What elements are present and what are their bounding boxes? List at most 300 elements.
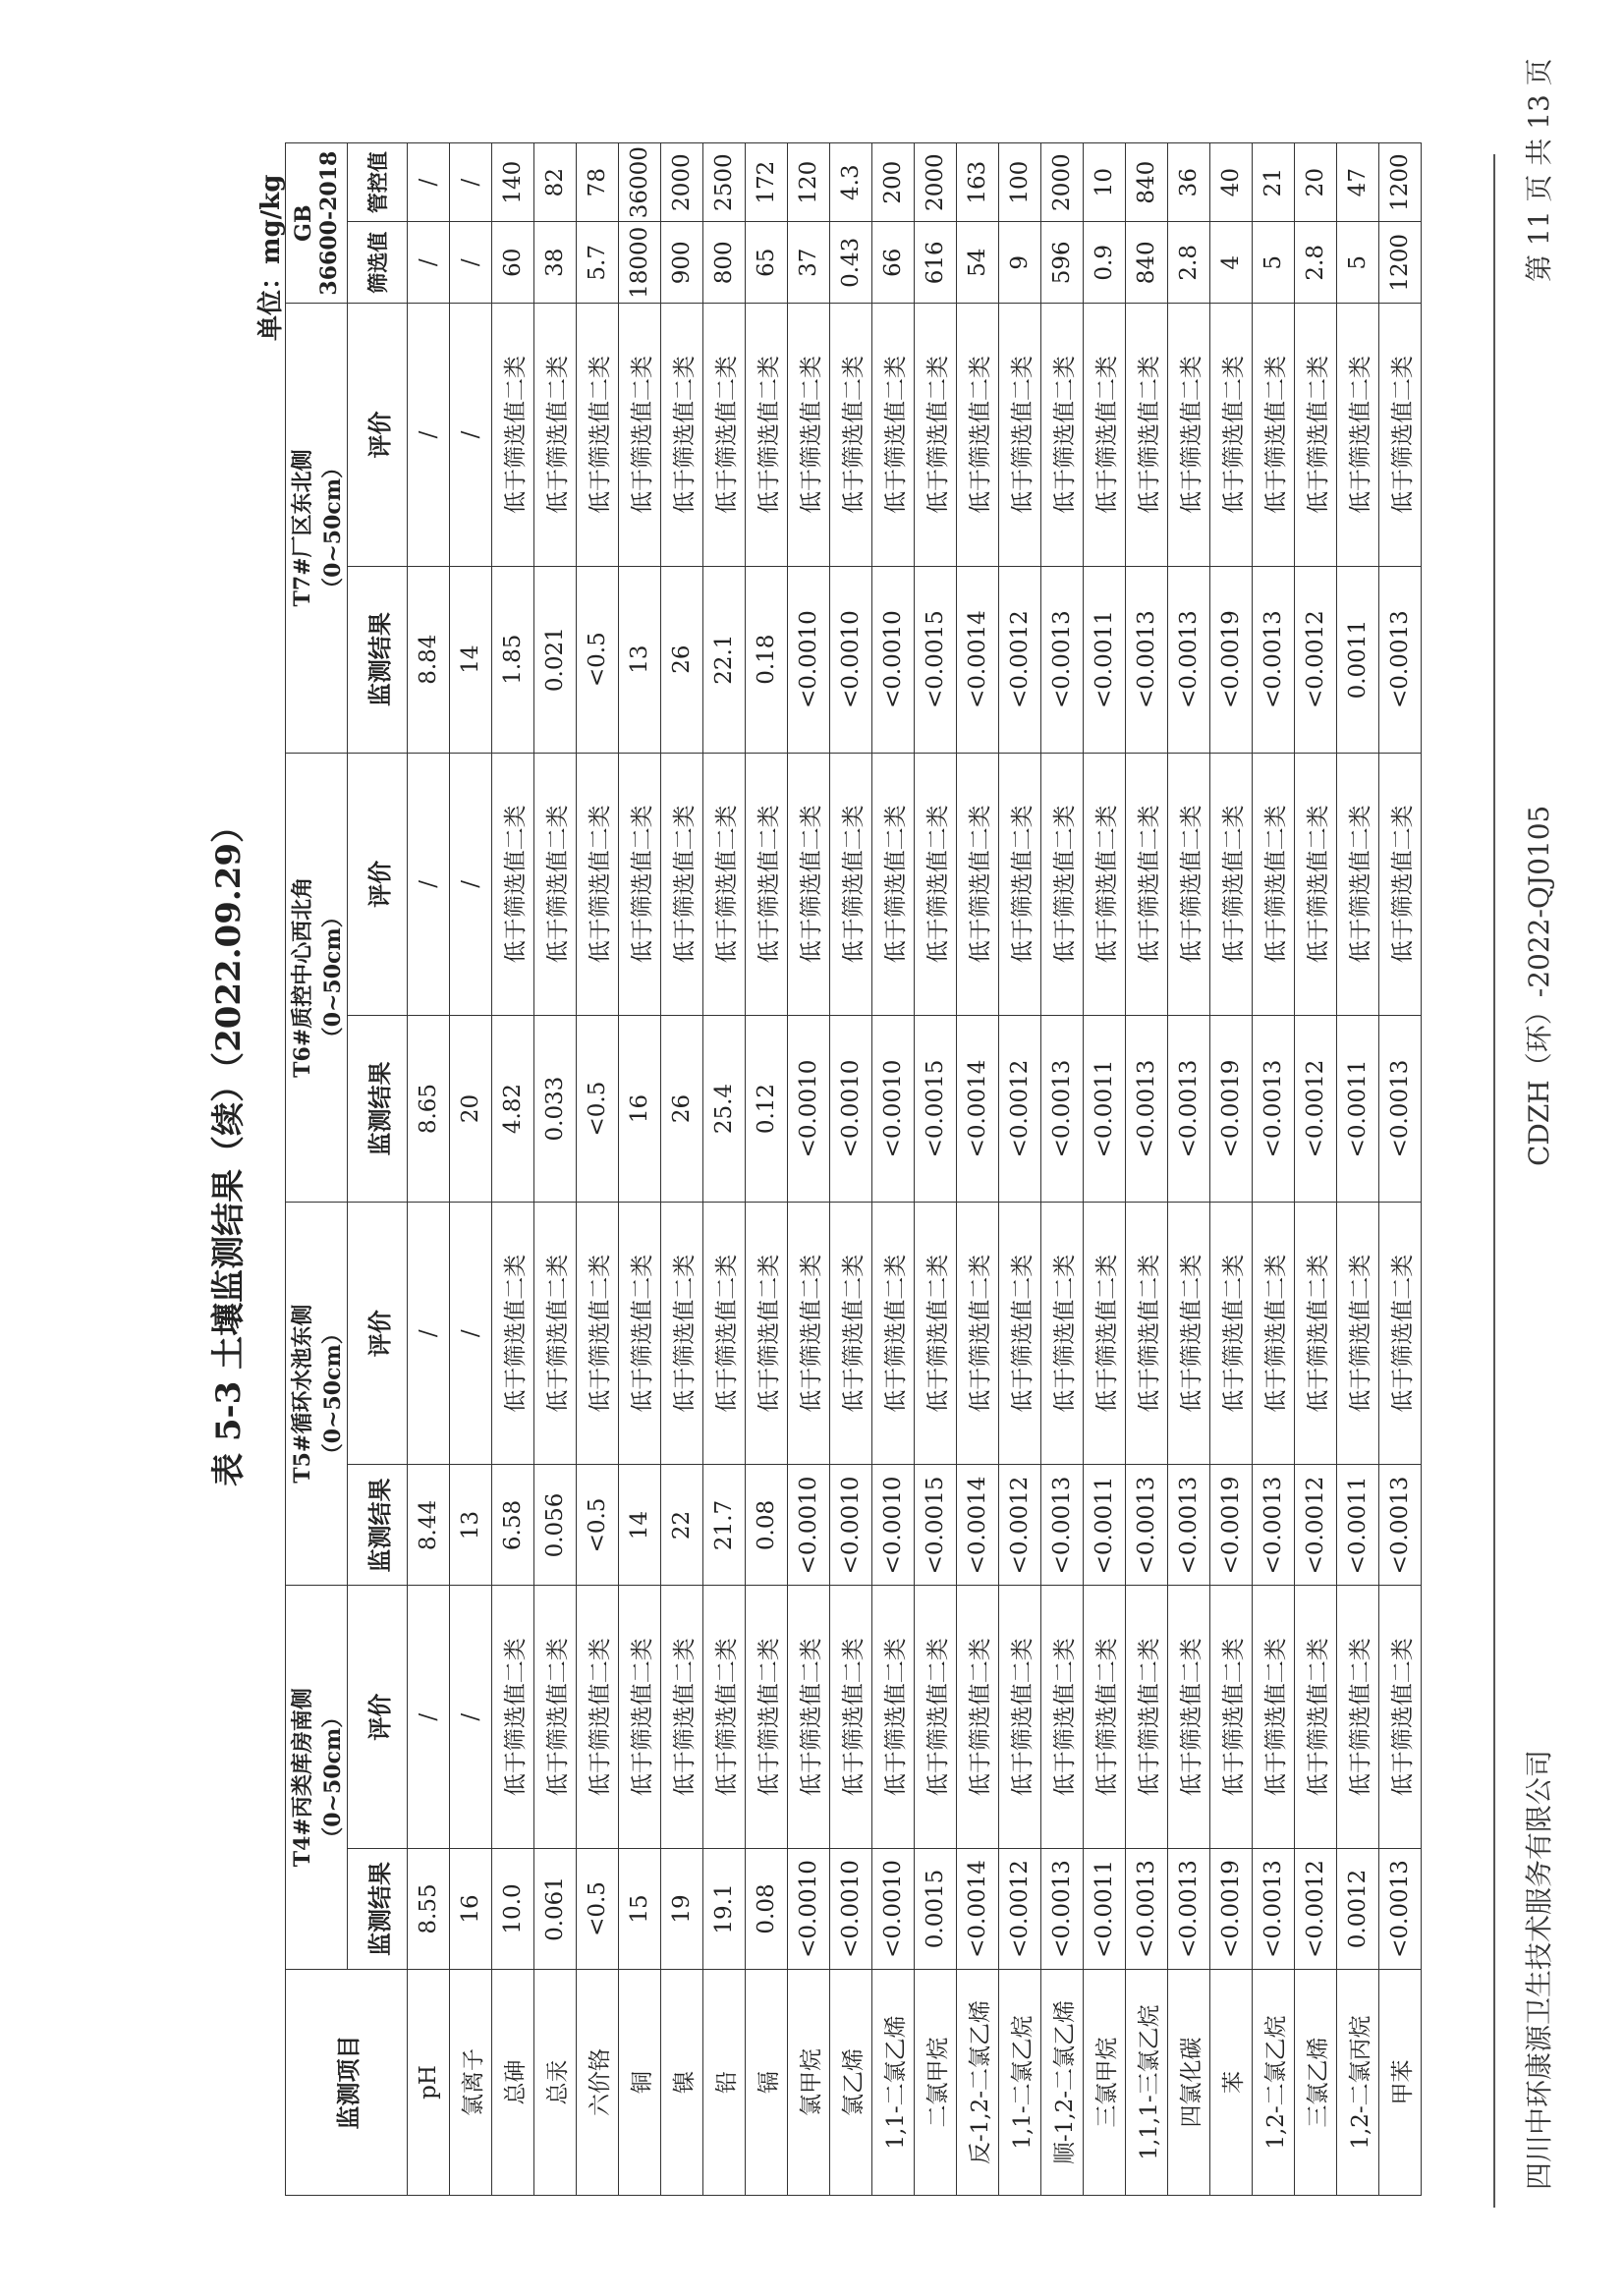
t6-eval: 低于筛选值二类 — [1041, 753, 1084, 1015]
t7-result: 26 — [661, 566, 703, 753]
t4-eval: 低于筛选值二类 — [661, 1586, 703, 1848]
t7-result: <0.0014 — [957, 566, 999, 753]
t6-eval: / — [450, 753, 492, 1015]
t4-result: <0.0013 — [1379, 1848, 1422, 1969]
screen-value: 2.8 — [1295, 222, 1337, 304]
screen-value: 18000 — [619, 222, 661, 304]
t6-result: <0.0012 — [999, 1016, 1041, 1203]
monitoring-item: 三氯乙烯 — [1295, 1969, 1337, 2195]
screen-value: 9 — [999, 222, 1041, 304]
control-value: 78 — [577, 143, 619, 222]
t6-eval: 低于筛选值二类 — [788, 753, 830, 1015]
t4-eval: 低于筛选值二类 — [999, 1586, 1041, 1848]
t7-eval: 低于筛选值二类 — [830, 304, 872, 566]
control-value: / — [408, 143, 450, 222]
t4-eval: 低于筛选值二类 — [577, 1586, 619, 1848]
t6-result: <0.0013 — [1253, 1016, 1295, 1203]
t4-eval: 低于筛选值二类 — [1084, 1586, 1126, 1848]
t4-result: 19.1 — [703, 1848, 746, 1969]
table-row — [577, 143, 619, 2196]
page-number: 第 11 页 共 13 页 — [1523, 58, 1555, 282]
t4-eval: 低于筛选值二类 — [703, 1586, 746, 1848]
monitoring-item: 反-1,2-二氯乙烯 — [957, 1969, 999, 2195]
t7-eval: 低于筛选值二类 — [1168, 304, 1210, 566]
table-row — [1041, 143, 1084, 2196]
t6-result: <0.0014 — [957, 1016, 999, 1203]
site-name: T7#厂区东北侧 — [290, 449, 315, 607]
t6-eval: 低于筛选值二类 — [492, 753, 534, 1015]
standard-name: GB — [291, 204, 316, 242]
screen-value: 66 — [872, 222, 915, 304]
t5-eval: 低于筛选值二类 — [915, 1202, 957, 1464]
t6-result: <0.0013 — [1041, 1016, 1084, 1203]
t7-eval: 低于筛选值二类 — [619, 304, 661, 566]
t5-result: 22 — [661, 1465, 703, 1586]
site-name: T6#质控中心西北角 — [290, 876, 315, 1078]
eval-col-header: 评价 — [348, 753, 408, 1015]
t4-eval: 低于筛选值二类 — [1041, 1586, 1084, 1848]
t4-result: 0.0015 — [915, 1848, 957, 1969]
t6-eval: 低于筛选值二类 — [1084, 753, 1126, 1015]
monitoring-item: 镉 — [746, 1969, 788, 2195]
table-row — [1210, 143, 1253, 2196]
t4-result: <0.0014 — [957, 1848, 999, 1969]
t7-result: <0.0013 — [1041, 566, 1084, 753]
t5-eval: 低于筛选值二类 — [788, 1202, 830, 1464]
t7-eval: 低于筛选值二类 — [1379, 304, 1422, 566]
t7-eval: 低于筛选值二类 — [1126, 304, 1168, 566]
t7-eval: 低于筛选值二类 — [577, 304, 619, 566]
monitoring-item: 三氯甲烷 — [1084, 1969, 1126, 2195]
t5-result: <0.0013 — [1253, 1465, 1295, 1586]
eval-col-header: 评价 — [348, 1586, 408, 1848]
t4-eval: 低于筛选值二类 — [534, 1586, 577, 1848]
table-row — [1337, 143, 1379, 2196]
t6-eval: 低于筛选值二类 — [999, 753, 1041, 1015]
t5-result: <0.0013 — [1126, 1465, 1168, 1586]
t5-result: 13 — [450, 1465, 492, 1586]
t7-eval: 低于筛选值二类 — [1041, 304, 1084, 566]
t5-eval: 低于筛选值二类 — [1253, 1202, 1295, 1464]
t6-eval: 低于筛选值二类 — [746, 753, 788, 1015]
t4-result: 15 — [619, 1848, 661, 1969]
t4-result: <0.0010 — [788, 1848, 830, 1969]
t4-result: <0.0013 — [1126, 1848, 1168, 1969]
t7-result: <0.0012 — [1295, 566, 1337, 753]
monitoring-item: 顺-1,2-二氯乙烯 — [1041, 1969, 1084, 2195]
t7-result: 0.0011 — [1337, 566, 1379, 753]
t5-result: <0.0013 — [1041, 1465, 1084, 1586]
monitoring-item: 1,1-二氯乙烯 — [872, 1969, 915, 2195]
t5-result: <0.0010 — [872, 1465, 915, 1586]
t4-result: 0.0012 — [1337, 1848, 1379, 1969]
t5-eval: 低于筛选值二类 — [619, 1202, 661, 1464]
screen-value: 800 — [703, 222, 746, 304]
control-value: 2000 — [1041, 143, 1084, 222]
monitoring-item: 四氯化碳 — [1168, 1969, 1210, 2195]
t7-eval: 低于筛选值二类 — [788, 304, 830, 566]
screen-value: 0.43 — [830, 222, 872, 304]
t6-result: <0.0013 — [1126, 1016, 1168, 1203]
monitoring-item: 二氯甲烷 — [915, 1969, 957, 2195]
t4-result: <0.0011 — [1084, 1848, 1126, 1969]
screen-value: 0.9 — [1084, 222, 1126, 304]
standard-code: 36600-2018 — [316, 150, 342, 296]
t5-eval: 低于筛选值二类 — [1084, 1202, 1126, 1464]
t4-eval: 低于筛选值二类 — [1126, 1586, 1168, 1848]
control-value: 21 — [1253, 143, 1295, 222]
monitoring-item: 氯甲烷 — [788, 1969, 830, 2195]
t4-eval: 低于筛选值二类 — [1253, 1586, 1295, 1848]
control-value: 140 — [492, 143, 534, 222]
t7-result: 8.84 — [408, 566, 450, 753]
t6-eval: 低于筛选值二类 — [872, 753, 915, 1015]
t4-result: <0.0012 — [1295, 1848, 1337, 1969]
monitoring-item: 1,1,1-三氯乙烷 — [1126, 1969, 1168, 2195]
control-value-header: 管控值 — [348, 143, 408, 222]
t6-result: <0.0012 — [1295, 1016, 1337, 1203]
t6-eval: 低于筛选值二类 — [915, 753, 957, 1015]
standard-header — [286, 143, 348, 304]
table-row — [408, 143, 450, 2196]
t4-eval: 低于筛选值二类 — [830, 1586, 872, 1848]
t5-eval: 低于筛选值二类 — [1126, 1202, 1168, 1464]
screen-value: 900 — [661, 222, 703, 304]
t7-eval: 低于筛选值二类 — [1253, 304, 1295, 566]
t5-result: <0.5 — [577, 1465, 619, 1586]
t7-eval: 低于筛选值二类 — [534, 304, 577, 566]
t5-eval: 低于筛选值二类 — [830, 1202, 872, 1464]
t6-result: <0.0010 — [788, 1016, 830, 1203]
screen-value: / — [450, 222, 492, 304]
header-row-sites — [286, 143, 348, 2196]
screen-value: 65 — [746, 222, 788, 304]
t6-eval: 低于筛选值二类 — [703, 753, 746, 1015]
t6-eval: 低于筛选值二类 — [1337, 753, 1379, 1015]
t5-result: 0.08 — [746, 1465, 788, 1586]
monitoring-item: 铜 — [619, 1969, 661, 2195]
t6-result: 25.4 — [703, 1016, 746, 1203]
document-number: CDZH（环）-2022-QJ0105 — [1523, 805, 1555, 1166]
result-col-header: 监测结果 — [348, 1465, 408, 1586]
t6-eval: 低于筛选值二类 — [1168, 753, 1210, 1015]
table-row — [492, 143, 534, 2196]
t6-result: <0.0010 — [830, 1016, 872, 1203]
screen-value: / — [408, 222, 450, 304]
item-header: 监测项目 — [286, 1969, 408, 2195]
site-depth: （0~50cm） — [320, 456, 346, 599]
monitoring-item: 氯乙烯 — [830, 1969, 872, 2195]
t7-result: <0.5 — [577, 566, 619, 753]
t7-eval: 低于筛选值二类 — [746, 304, 788, 566]
t4-result: <0.0019 — [1210, 1848, 1253, 1969]
t7-result: 14 — [450, 566, 492, 753]
t4-result: <0.0013 — [1168, 1848, 1210, 1969]
t4-eval: 低于筛选值二类 — [788, 1586, 830, 1848]
soil-monitoring-table — [285, 142, 1422, 2196]
t5-result: 0.056 — [534, 1465, 577, 1586]
t7-eval: 低于筛选值二类 — [872, 304, 915, 566]
table-row — [619, 143, 661, 2196]
t5-result: 6.58 — [492, 1465, 534, 1586]
t6-result: <0.0015 — [915, 1016, 957, 1203]
t5-eval: / — [408, 1202, 450, 1464]
screen-value-header: 筛选值 — [348, 222, 408, 304]
control-value: 40 — [1210, 143, 1253, 222]
t6-eval: 低于筛选值二类 — [830, 753, 872, 1015]
site-header-t7 — [286, 304, 348, 753]
t6-eval: 低于筛选值二类 — [1379, 753, 1422, 1015]
t5-result: <0.0011 — [1084, 1465, 1126, 1586]
t6-result: <0.0011 — [1084, 1016, 1126, 1203]
t4-result: <0.0013 — [1041, 1848, 1084, 1969]
control-value: 200 — [872, 143, 915, 222]
t5-result: <0.0010 — [830, 1465, 872, 1586]
t4-eval: 低于筛选值二类 — [1168, 1586, 1210, 1848]
control-value: 20 — [1295, 143, 1337, 222]
t5-eval: 低于筛选值二类 — [1379, 1202, 1422, 1464]
t5-result: <0.0011 — [1337, 1465, 1379, 1586]
table-row — [915, 143, 957, 2196]
screen-value: 5.7 — [577, 222, 619, 304]
t6-result: <0.5 — [577, 1016, 619, 1203]
t6-eval: 低于筛选值二类 — [957, 753, 999, 1015]
t5-eval: / — [450, 1202, 492, 1464]
t4-result: 8.55 — [408, 1848, 450, 1969]
t4-result: 0.061 — [534, 1848, 577, 1969]
table-row — [957, 143, 999, 2196]
table-row — [830, 143, 872, 2196]
t5-eval: 低于筛选值二类 — [1337, 1202, 1379, 1464]
t6-result: <0.0013 — [1379, 1016, 1422, 1203]
t7-eval: / — [450, 304, 492, 566]
t5-eval: 低于筛选值二类 — [1041, 1202, 1084, 1464]
site-depth: （0~50cm） — [320, 1322, 346, 1466]
t7-eval: 低于筛选值二类 — [1295, 304, 1337, 566]
monitoring-item: 六价铬 — [577, 1969, 619, 2195]
screen-value: 1200 — [1379, 222, 1422, 304]
result-col-header: 监测结果 — [348, 566, 408, 753]
t4-eval: 低于筛选值二类 — [957, 1586, 999, 1848]
control-value: 100 — [999, 143, 1041, 222]
screen-value: 60 — [492, 222, 534, 304]
t4-result: 16 — [450, 1848, 492, 1969]
control-value: 10 — [1084, 143, 1126, 222]
t7-eval: 低于筛选值二类 — [661, 304, 703, 566]
t6-result: <0.0013 — [1168, 1016, 1210, 1203]
control-value: 1200 — [1379, 143, 1422, 222]
t5-result: <0.0013 — [1168, 1465, 1210, 1586]
t7-result: 22.1 — [703, 566, 746, 753]
table-row — [746, 143, 788, 2196]
control-value: 82 — [534, 143, 577, 222]
t7-result: <0.0013 — [1253, 566, 1295, 753]
control-value: / — [450, 143, 492, 222]
site-header-t6 — [286, 753, 348, 1202]
t7-result: <0.0010 — [788, 566, 830, 753]
monitoring-item: 1,2-二氯丙烷 — [1337, 1969, 1379, 2195]
t4-eval: 低于筛选值二类 — [619, 1586, 661, 1848]
t7-result: <0.0013 — [1168, 566, 1210, 753]
result-col-header: 监测结果 — [348, 1016, 408, 1203]
header-row-columns — [348, 143, 408, 2196]
table-row — [1126, 143, 1168, 2196]
t6-result: 20 — [450, 1016, 492, 1203]
t7-eval: 低于筛选值二类 — [915, 304, 957, 566]
t6-eval: 低于筛选值二类 — [1210, 753, 1253, 1015]
t5-result: <0.0013 — [1379, 1465, 1422, 1586]
t4-eval: 低于筛选值二类 — [872, 1586, 915, 1848]
t5-result: <0.0012 — [999, 1465, 1041, 1586]
t4-eval: 低于筛选值二类 — [1379, 1586, 1422, 1848]
control-value: 840 — [1126, 143, 1168, 222]
t5-eval: 低于筛选值二类 — [1295, 1202, 1337, 1464]
t5-eval: 低于筛选值二类 — [746, 1202, 788, 1464]
control-value: 47 — [1337, 143, 1379, 222]
t5-result: <0.0014 — [957, 1465, 999, 1586]
t6-result: 8.65 — [408, 1016, 450, 1203]
t7-eval: 低于筛选值二类 — [1337, 304, 1379, 566]
table-row — [450, 143, 492, 2196]
result-col-header: 监测结果 — [348, 1848, 408, 1969]
control-value: 36000 — [619, 143, 661, 222]
t6-result: 0.033 — [534, 1016, 577, 1203]
t5-eval: 低于筛选值二类 — [492, 1202, 534, 1464]
t5-result: 14 — [619, 1465, 661, 1586]
table-row — [1379, 143, 1422, 2196]
control-value: 36 — [1168, 143, 1210, 222]
t4-result: <0.0010 — [830, 1848, 872, 1969]
t4-eval: 低于筛选值二类 — [492, 1586, 534, 1848]
monitoring-item: 铅 — [703, 1969, 746, 2195]
t5-eval: 低于筛选值二类 — [703, 1202, 746, 1464]
control-value: 172 — [746, 143, 788, 222]
t5-eval: 低于筛选值二类 — [534, 1202, 577, 1464]
table-row — [872, 143, 915, 2196]
table-row — [1295, 143, 1337, 2196]
site-header-t4 — [286, 1586, 348, 1970]
table-row — [1084, 143, 1126, 2196]
t5-eval: 低于筛选值二类 — [999, 1202, 1041, 1464]
t5-result: <0.0019 — [1210, 1465, 1253, 1586]
screen-value: 596 — [1041, 222, 1084, 304]
monitoring-item: 镍 — [661, 1969, 703, 2195]
screen-value: 38 — [534, 222, 577, 304]
t5-eval: 低于筛选值二类 — [661, 1202, 703, 1464]
screen-value: 54 — [957, 222, 999, 304]
t7-eval: 低于筛选值二类 — [1210, 304, 1253, 566]
t5-result: <0.0010 — [788, 1465, 830, 1586]
t7-result: <0.0019 — [1210, 566, 1253, 753]
site-header-t5 — [286, 1202, 348, 1586]
t4-result: <0.0010 — [872, 1848, 915, 1969]
t7-result: <0.0013 — [1379, 566, 1422, 753]
control-value: 2500 — [703, 143, 746, 222]
monitoring-item: 苯 — [1210, 1969, 1253, 2195]
table-row — [788, 143, 830, 2196]
table-row — [534, 143, 577, 2196]
unit-label: 单位：mg/kg — [256, 174, 286, 341]
t7-result: <0.0010 — [830, 566, 872, 753]
eval-col-header: 评价 — [348, 304, 408, 566]
table-row — [661, 143, 703, 2196]
t5-eval: 低于筛选值二类 — [1168, 1202, 1210, 1464]
screen-value: 2.8 — [1168, 222, 1210, 304]
t4-eval: 低于筛选值二类 — [1210, 1586, 1253, 1848]
monitoring-item: 1,1-二氯乙烷 — [999, 1969, 1041, 2195]
t4-eval: / — [408, 1586, 450, 1848]
monitoring-item: 总汞 — [534, 1969, 577, 2195]
company-name: 四川中环康源卫生技术服务有限公司 — [1523, 1749, 1555, 2190]
screen-value: 37 — [788, 222, 830, 304]
t7-result: <0.0015 — [915, 566, 957, 753]
control-value: 120 — [788, 143, 830, 222]
table-title: 表 5-3 土壤监测结果（续）（2022.09.29） — [209, 809, 249, 1487]
screen-value: 5 — [1253, 222, 1295, 304]
t7-eval: 低于筛选值二类 — [492, 304, 534, 566]
t5-result: <0.0012 — [1295, 1465, 1337, 1586]
table-row — [1253, 143, 1295, 2196]
table-row — [1168, 143, 1210, 2196]
site-depth: （0~50cm） — [320, 1706, 346, 1849]
monitoring-item: pH — [408, 1969, 450, 2195]
t7-result: 1.85 — [492, 566, 534, 753]
t7-result: 0.18 — [746, 566, 788, 753]
eval-col-header: 评价 — [348, 1202, 408, 1464]
t7-result: 0.021 — [534, 566, 577, 753]
t6-result: 0.12 — [746, 1016, 788, 1203]
t5-eval: 低于筛选值二类 — [872, 1202, 915, 1464]
t6-eval: 低于筛选值二类 — [577, 753, 619, 1015]
t4-result: 10.0 — [492, 1848, 534, 1969]
t7-eval: 低于筛选值二类 — [957, 304, 999, 566]
t6-result: <0.0019 — [1210, 1016, 1253, 1203]
t7-result: <0.0013 — [1126, 566, 1168, 753]
t6-result: 26 — [661, 1016, 703, 1203]
t6-result: 4.82 — [492, 1016, 534, 1203]
control-value: 4.3 — [830, 143, 872, 222]
t5-eval: 低于筛选值二类 — [1210, 1202, 1253, 1464]
monitoring-item: 总砷 — [492, 1969, 534, 2195]
t4-result: <0.0013 — [1253, 1848, 1295, 1969]
t7-eval: / — [408, 304, 450, 566]
t5-eval: 低于筛选值二类 — [577, 1202, 619, 1464]
t6-result: <0.0011 — [1337, 1016, 1379, 1203]
table-body — [408, 143, 1422, 2196]
t4-eval: / — [450, 1586, 492, 1848]
t7-eval: 低于筛选值二类 — [1084, 304, 1126, 566]
control-value: 163 — [957, 143, 999, 222]
t7-result: <0.0012 — [999, 566, 1041, 753]
t6-eval: / — [408, 753, 450, 1015]
t7-eval: 低于筛选值二类 — [703, 304, 746, 566]
table-row — [703, 143, 746, 2196]
t4-eval: 低于筛选值二类 — [746, 1586, 788, 1848]
t5-result: 8.44 — [408, 1465, 450, 1586]
t6-result: 16 — [619, 1016, 661, 1203]
screen-value: 4 — [1210, 222, 1253, 304]
header-rule — [1493, 154, 1495, 2208]
site-depth: （0~50cm） — [320, 906, 346, 1049]
t4-result: 0.08 — [746, 1848, 788, 1969]
site-name: T4#丙类库房南侧 — [290, 1688, 315, 1868]
monitoring-item: 1,2-二氯乙烷 — [1253, 1969, 1295, 2195]
t7-result: <0.0010 — [872, 566, 915, 753]
monitoring-item: 甲苯 — [1379, 1969, 1422, 2195]
screen-value: 616 — [915, 222, 957, 304]
t5-eval: 低于筛选值二类 — [957, 1202, 999, 1464]
table-row — [999, 143, 1041, 2196]
